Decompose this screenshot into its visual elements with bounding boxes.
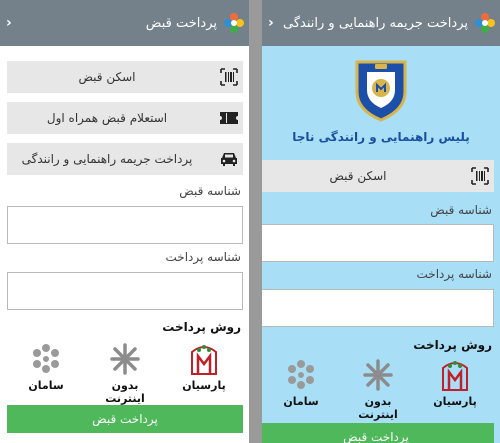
left-screen [0, 0, 249, 443]
bill-id-label: شناسه قبض [430, 203, 492, 217]
pay-bill-button[interactable]: پرداخت قبض [262, 423, 494, 443]
right-header [262, 0, 500, 46]
parsian-option[interactable] [425, 358, 485, 408]
saman-option[interactable] [271, 358, 331, 408]
pay-bill-button[interactable]: پرداخت قبض [7, 405, 243, 433]
offline-label: بدون اینترنت [358, 395, 398, 421]
bill-id-input[interactable] [262, 224, 494, 262]
barcode-icon [215, 68, 243, 86]
asterisk-star-icon [109, 342, 141, 376]
left-header-title: پرداخت قبض [145, 15, 217, 31]
payment-id-label: شناسه پرداخت [165, 250, 241, 264]
payment-id-input[interactable] [262, 289, 494, 327]
parsian-logo-icon [189, 342, 219, 376]
car-icon [215, 151, 243, 167]
payment-method-title: روش پرداخت [162, 320, 241, 334]
app-flower-icon [223, 12, 245, 34]
payment-id-input[interactable] [7, 272, 243, 310]
payment-id-label: شناسه پرداخت [416, 267, 492, 281]
parsian-label: پارسیان [433, 395, 477, 408]
mobile-bill-inquiry-label: استعلام قبض همراه اول [46, 111, 168, 125]
right-header-title: پرداخت جریمه راهنمایی و رانندگی [283, 15, 468, 31]
back-chevron-icon[interactable]: ‹ [268, 15, 274, 31]
barcode-icon [466, 167, 494, 185]
mobile-bill-inquiry-item[interactable] [7, 102, 243, 134]
bill-id-label: شناسه قبض [179, 184, 241, 198]
offline-option[interactable] [348, 358, 408, 421]
scan-bill-item[interactable] [7, 61, 243, 93]
saman-label: سامان [28, 379, 64, 392]
police-emblem-icon [353, 58, 409, 122]
offline-label: بدون اینترنت [105, 379, 145, 405]
parsian-label: پارسیان [182, 379, 226, 392]
saman-logo-icon [29, 342, 63, 376]
parsian-option[interactable] [174, 342, 234, 392]
offline-option[interactable] [95, 342, 155, 405]
scan-bill-label: اسکن قبض [329, 169, 387, 183]
app-flower-icon [474, 12, 496, 34]
back-chevron-icon[interactable]: ‹ [6, 15, 12, 31]
saman-option[interactable] [16, 342, 76, 392]
ticket-icon [215, 110, 243, 126]
traffic-fine-item[interactable] [7, 143, 243, 175]
left-header [0, 0, 249, 46]
saman-label: سامان [283, 395, 319, 408]
right-screen [262, 0, 500, 443]
payment-method-title: روش پرداخت [413, 338, 492, 352]
bill-id-input[interactable] [7, 206, 243, 244]
org-name: پلیس راهنمایی و رانندگی ناجا [292, 130, 470, 144]
scan-bill-item[interactable] [262, 160, 494, 192]
asterisk-star-icon [362, 358, 394, 392]
parsian-logo-icon [440, 358, 470, 392]
traffic-fine-label: پرداخت جریمه راهنمایی و رانندگی [21, 152, 193, 166]
scan-bill-label: اسکن قبض [78, 70, 136, 84]
saman-logo-icon [284, 358, 318, 392]
